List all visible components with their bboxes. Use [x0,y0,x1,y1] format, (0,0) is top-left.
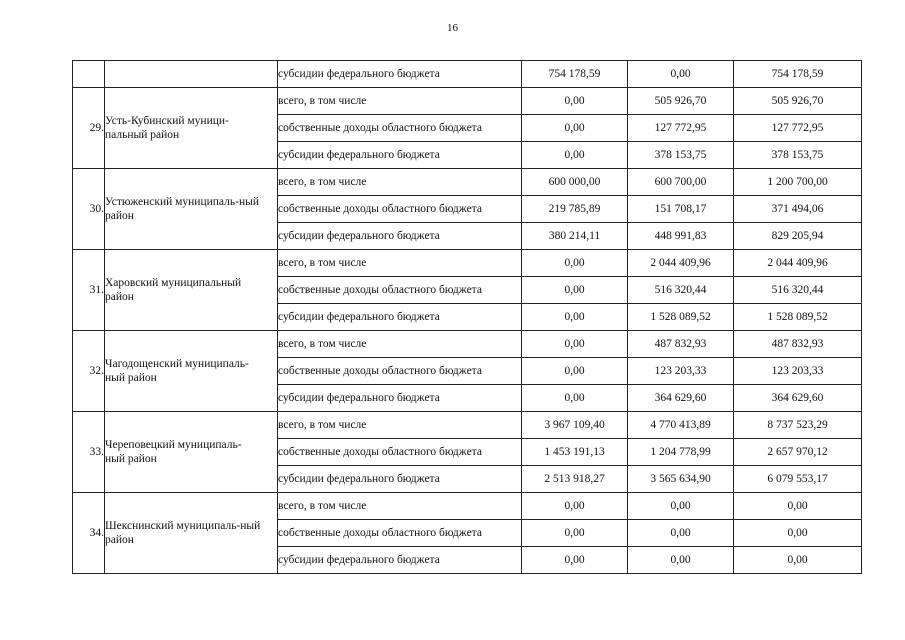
table-row [73,493,862,520]
district-name: Череповецкий муниципаль-ный район [105,439,242,465]
district-name-cell [105,331,278,412]
district-name: Устюженский муниципаль-ный район [105,196,259,222]
table-row [73,88,862,115]
budget-category: всего, в том числе [278,331,522,358]
table-row [73,169,862,196]
value-col-2: 0,00 [628,493,734,520]
value-total: 505 926,70 [734,88,862,115]
budget-category: всего, в том числе [278,169,522,196]
page-number: 16 [447,22,458,34]
budget-category: субсидии федерального бюджета [278,547,522,574]
value-total: 487 832,93 [734,331,862,358]
district-name: Чагодощенский муниципаль-ный район [105,358,249,384]
district-name-cell [105,412,278,493]
value-col-2: 0,00 [628,547,734,574]
value-total: 754 178,59 [734,61,862,88]
value-total: 123 203,33 [734,358,862,385]
value-col-1: 0,00 [522,493,628,520]
district-name: Шекснинский муниципаль-ный район [105,520,261,546]
value-col-1: 219 785,89 [522,196,628,223]
value-col-1: 0,00 [522,358,628,385]
value-total: 378 153,75 [734,142,862,169]
value-col-1: 0,00 [522,277,628,304]
value-total: 0,00 [734,520,862,547]
value-col-1: 754 178,59 [522,61,628,88]
row-number: 32. [73,331,105,412]
value-col-2: 0,00 [628,61,734,88]
budget-category: всего, в том числе [278,250,522,277]
budget-category: субсидии федерального бюджета [278,223,522,250]
value-total: 364 629,60 [734,385,862,412]
district-name-cell [105,493,278,574]
district-name: Усть-Кубинский муници-пальный район [105,115,229,141]
value-col-1: 600 000,00 [522,169,628,196]
value-col-2: 123 203,33 [628,358,734,385]
value-col-1: 0,00 [522,520,628,547]
value-total: 127 772,95 [734,115,862,142]
value-col-1: 0,00 [522,304,628,331]
value-col-1: 0,00 [522,547,628,574]
table-row [73,412,862,439]
value-col-2: 2 044 409,96 [628,250,734,277]
value-col-1: 0,00 [522,142,628,169]
budget-category: субсидии федерального бюджета [278,142,522,169]
value-col-2: 364 629,60 [628,385,734,412]
value-col-1: 0,00 [522,250,628,277]
district-name-cell [105,169,278,250]
district-name-cell [105,250,278,331]
value-col-2: 448 991,83 [628,223,734,250]
table-row [73,331,862,358]
budget-category: собственные доходы областного бюджета [278,439,522,466]
row-number: 33. [73,412,105,493]
value-col-2: 1 204 778,99 [628,439,734,466]
value-total: 1 200 700,00 [734,169,862,196]
value-total: 516 320,44 [734,277,862,304]
row-number: 30. [73,169,105,250]
value-col-2: 487 832,93 [628,331,734,358]
budget-table [72,60,862,574]
value-col-1: 2 513 918,27 [522,466,628,493]
budget-category: собственные доходы областного бюджета [278,277,522,304]
value-col-1: 1 453 191,13 [522,439,628,466]
value-total: 2 657 970,12 [734,439,862,466]
value-total: 1 528 089,52 [734,304,862,331]
budget-category: субсидии федерального бюджета [278,61,522,88]
value-col-2: 1 528 089,52 [628,304,734,331]
value-col-2: 151 708,17 [628,196,734,223]
value-total: 0,00 [734,547,862,574]
table-row [73,61,862,88]
value-col-2: 378 153,75 [628,142,734,169]
value-col-2: 3 565 634,90 [628,466,734,493]
district-name-cell [105,88,278,169]
value-col-1: 3 967 109,40 [522,412,628,439]
value-col-2: 0,00 [628,520,734,547]
value-total: 829 205,94 [734,223,862,250]
budget-category: собственные доходы областного бюджета [278,358,522,385]
value-col-2: 4 770 413,89 [628,412,734,439]
budget-category: собственные доходы областного бюджета [278,520,522,547]
budget-category: субсидии федерального бюджета [278,466,522,493]
budget-category: всего, в том числе [278,493,522,520]
value-col-1: 0,00 [522,385,628,412]
value-col-2: 127 772,95 [628,115,734,142]
value-col-1: 0,00 [522,115,628,142]
row-number: 31. [73,250,105,331]
district-name: Харовский муниципальный район [105,277,242,303]
value-col-2: 600 700,00 [628,169,734,196]
value-col-1: 380 214,11 [522,223,628,250]
value-total: 6 079 553,17 [734,466,862,493]
value-col-2: 505 926,70 [628,88,734,115]
value-total: 0,00 [734,493,862,520]
value-col-1: 0,00 [522,331,628,358]
budget-category: субсидии федерального бюджета [278,385,522,412]
budget-category: собственные доходы областного бюджета [278,115,522,142]
budget-category: субсидии федерального бюджета [278,304,522,331]
budget-category: собственные доходы областного бюджета [278,196,522,223]
district-name-cell [105,61,278,88]
row-number [73,61,105,88]
budget-category: всего, в том числе [278,412,522,439]
budget-category: всего, в том числе [278,88,522,115]
table-body [73,61,862,574]
table-row [73,250,862,277]
value-total: 8 737 523,29 [734,412,862,439]
value-total: 371 494,06 [734,196,862,223]
row-number: 34. [73,493,105,574]
row-number: 29. [73,88,105,169]
value-col-1: 0,00 [522,88,628,115]
value-col-2: 516 320,44 [628,277,734,304]
value-total: 2 044 409,96 [734,250,862,277]
